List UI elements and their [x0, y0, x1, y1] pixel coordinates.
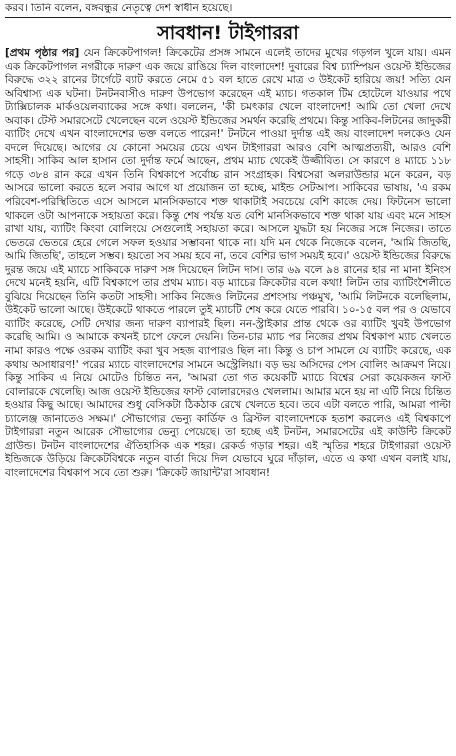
article-body-text: যেন ক্রিকেটপাগল! ক্রিকেটের প্রসঙ্গ সামনে এলেই তাদের মুখের গড়গল খুলে যায়। এমন এক ক্রিকেটপাগল নগরীকে দারুণ এক জয়ে রাঙিয়ে দিল বাংলাদেশ! দুবারের বিশ্ব চ্যাম্পিয়ন ওয়েস্ট ইন্ডিজের বিরুদ্ধে ৩২২ রানের টার্গেটে ব্যাট করতে নেমে ৫১ বল হাতে রেখে মাত্র ৩ উইকেট হারিয়ে জয়! সত্যি যেন অবিশ্বাস্য এক ঘটনা। টনটনবাসীও দারুণ উপভোগ করেছেন এই ম্যাচ। গতকাল টিম হোটেলে যাওয়ার পথে ট্যাক্সিচালক মার্কওয়েলব্যাকের সঙ্গে কথা। বললেন, 'কী চমৎকার খেলে বাংলাদেশ! আমি তো খেলা দেখে অবাক। টেস্ট সমারসেটে খেলেছেন বলে ওয়েস্ট ইন্ডিজের সমর্থন করেছি প্রথমে। কিন্তু সাকিব-লিটনের জাদুকরী ব্যাটিং দেখে এখন বাংলাদেশের ভক্ত বলতে পারেন!' টনটনে পাওয়া দুর্দান্ত এই জয় বাংলাদেশ দলকেও যেন বদলে দিয়েছে। আগের যে কোনো সময়ের চেয়ে এখন টাইগাররা আরও বেশি আত্মপ্রত্যয়ী, আরও বেশি সাহসী। সাকিব আল হাসান তো দুর্দান্ত ফর্মে আছেন, প্রথম ম্যাচ থেকেই উজ্জীবিত। সে কারণে ৪ ম্যাচে ১১৮ গড়ে ৩৮৪ রান করে এখন তিনি বিশ্বকাপে সর্বোচ্চ রান সংগ্রাহক। বিশ্বসেরা অলরাউন্ডার মনে করেন, বড় আসরে ভালো করতে হলে সবার আগে যা প্রয়োজন তা হচ্ছে, মাইন্ড সেটআপ। সাকিবের ভাষায়, 'এ রকম পরিবেশ-পরিস্থিতিতে এসে আসলে মানসিকভাবে শক্ত থাকাটাই সবচেয়ে বেশি কাজে দেয়। ফিটনেস ভালো থাকলে ওটা আপনাকে সহায়তা করে। কিন্তু শেষ পর্যন্ত যত বেশি মানসিকভাবে শক্ত থাকা যায় এবং মনে সাহস রাখা যায়, ব্যাটিং কিংবা বোলিংয়ে সেগুলোই সহায়তা করে। আসলে যুদ্ধটা হয় নিজের সঙ্গে নিজের। তাতে ভেতরে ভেতরে হেরে গেলে সফল হওয়ার সম্ভাবনা থাকে না। যদি মন থেকে নিজেকে বলেন, 'আমি জিতছি, আমি জিতছি', তাহলে সম্ভব। হয়তো সব সময় হবে না, তবে বেশির ভাগ সময়ই হবে।' ওয়েস্ট ইন্ডিজের বিরুদ্ধে দুরন্ত জয়ে এই ম্যাচে সাকিবকে দারুণ সঙ্গ দিয়েছেন লিটন দাস। তার ৬৯ বলে ৯৪ রানের হার না মানা ইনিংস দেখে মনেই হয়নি, এটি বিশ্বকাপে তার প্রথম ম্যাচ। বড় ম্যাচের ক্রিকেটার বলে কথা! লিটন তার ব্যাটিংশৈলীতে বুঝিয়ে দিয়েছেন তিনি কতটা সাহসী। সাকিব নিজেও লিটনের প্রশংসায় পঞ্চমুখ, 'আমি লিটনকে বলেছিলাম, উইকেট ভালো আছে। উইকেটে থাকতে পারলে তুই ম্যাচটি শেষ করে যেতে পারবি। ১০-১৫ বল পর ও যেভাবে ব্যাটিং করেছে, সেটি দেখার জন্য দারুণ ব্যাপারই ছিল। নন-স্ট্রাইকার প্রান্ত থেকে ওর ব্যাটিং খুবই উপভোগ করেছি আমি। ও আমাকে কখনই চাপে ফেলে দেয়নি। তিন-চার ম্যাচ পর নিজের প্রথম বিশ্বকাপ ম্যাচ খেলতে নামা কারও পক্ষে ওরকম ব্যাটিং করা খুব সহজ ব্যাপারও ছিল না। কিন্তু ও চাপ সামলে যে ব্যাটিং করেছে, এক কথায় অসাধারণ!' পরের ম্যাচে বাংলাদেশের সামনে অস্ট্রেলিয়া। বড় ভয় অসিদের পেস বোলিং আক্রমণ নিয়ে। কিন্তু সাকিব এ নিয়ে মোটেও চিন্তিত নন, 'আমরা তো গত কয়েকটি ম্যাচে বিশ্বের সেরা কয়েকজন ফাস্ট বোলারকে খেলেছি। আজ ওয়েস্ট ইন্ডিজের ফাস্ট বোলারদেরও খেললাম। আমার মনে হয় না এটি নিয়ে চিন্তিত হওয়ার কিছু আছে। আমাদের শুধু বেসিকটা ঠিকঠাক রেখে খেলতে হবে। তবে এটা বলতে পারি, আমরা পাল্টা চ্যালেঞ্জ জানাতেও সক্ষম।' সৌভাগ্যের ভেন্যু কার্ডিফ ও ব্রিস্টল বাংলাদেশকে হতাশ করলেও এই বিশ্বকাপে টাইগাররা নতুন আরেক সৌভাগ্যের ভেন্যু পেয়েছে। তা হচ্ছে এই টনটন, সমারসেটের এই কাউন্টি ক্রিকেট গ্রাউন্ড। টনটন বাংলাদেশের ঐতিহাসিক এক শহর। রেকর্ড গড়ার শহর। এই স্মৃতির শহরে টাইগাররা ওয়েস্ট ইন্ডিজকে উড়িয়ে ক্রিকেটবিশ্বকে নতুন বার্তা দিয়ে দিল যেভাবে ঘুরে দাঁড়াল, এতে এ কথা এখন বলাই যায়, বাংলাদেশের বিশ্বকাপ সবে তো শুরু। 'ক্রিকেট জায়ান্ট'রা সাবধান! — [5, 47, 451, 479]
article-body — [5, 47, 451, 481]
continued-label: [প্রথম পৃষ্ঠার পর] — [5, 47, 80, 59]
previous-article-tail: করব। তিনি বলেন, বঙ্গবন্ধুর নেতৃত্বে দেশ স্বাধীন হয়েছে। — [5, 3, 233, 14]
article-headline: সাবধান! টাইগাররা — [157, 22, 299, 44]
section-divider — [5, 17, 451, 18]
newspaper-clipping — [5, 3, 451, 748]
